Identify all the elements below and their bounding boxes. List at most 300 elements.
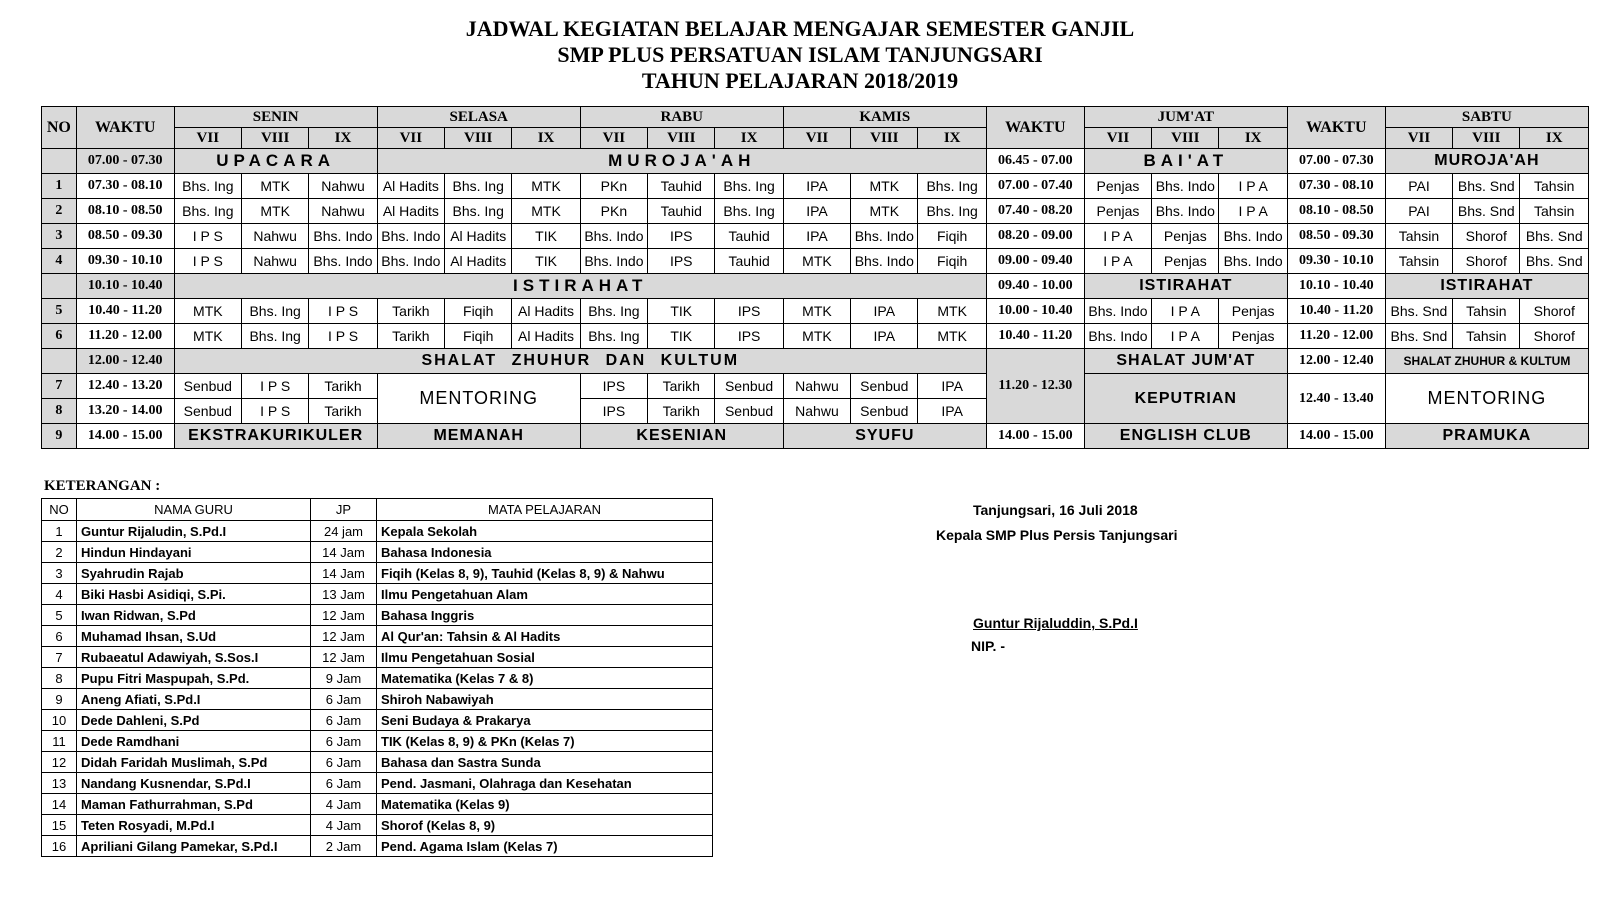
teacher-subject: Pend. Jasmani, Olahraga dan Kesehatan <box>377 773 713 794</box>
subject-cell: Al Hadits <box>377 174 444 199</box>
teacher-jp: 24 jam <box>311 521 377 542</box>
subject-cell: Bhs. Indo <box>580 249 647 274</box>
subject-cell: Tahsin <box>1385 224 1452 249</box>
subject-cell: Tahsin <box>1453 299 1520 324</box>
time-cell-jumat: 11.20 - 12.30 <box>986 349 1084 424</box>
subject-cell: I P S <box>174 224 241 249</box>
subject-cell: Bhs. Ing <box>174 199 241 224</box>
header-waktu: WAKTU <box>76 107 174 149</box>
subject-cell: IPS <box>648 224 715 249</box>
time-cell-sabtu: 08.50 - 09.30 <box>1287 224 1385 249</box>
teacher-name: Syahrudin Rajab <box>77 563 311 584</box>
subject-cell: Bhs. Ing <box>918 199 986 224</box>
col-no: NO <box>42 499 77 521</box>
grade-header: VIII <box>851 128 918 149</box>
header-no: NO <box>42 107 77 149</box>
subject-cell: Bhs. Snd <box>1385 324 1452 349</box>
subject-cell: Penjas <box>1084 199 1151 224</box>
subject-cell: Tauhid <box>715 224 783 249</box>
time-cell: 11.20 - 12.00 <box>76 324 174 349</box>
teacher-jp: 14 Jam <box>311 563 377 584</box>
subject-cell: Tahsin <box>1520 199 1589 224</box>
subject-cell: IPA <box>783 174 850 199</box>
subject-cell: Bhs. Ing <box>445 174 512 199</box>
time-cell: 12.00 - 12.40 <box>76 349 174 374</box>
subject-cell: Tahsin <box>1453 324 1520 349</box>
subject-cell: Bhs. Indo <box>1084 299 1151 324</box>
col-mapel: MATA PELAJARAN <box>377 499 713 521</box>
subject-cell: MTK <box>783 299 850 324</box>
teacher-subject: Shorof (Kelas 8, 9) <box>377 815 713 836</box>
subject-cell: Senbud <box>174 399 241 424</box>
teacher-no: 16 <box>42 836 77 857</box>
subject-cell: I P A <box>1152 299 1219 324</box>
col-jp: JP <box>311 499 377 521</box>
subject-cell: Nahwu <box>309 174 377 199</box>
grade-header: VIII <box>241 128 308 149</box>
row-no: 7 <box>42 374 77 399</box>
header-rabu: RABU <box>580 107 783 128</box>
subject-cell: Bhs. Indo <box>1084 324 1151 349</box>
subject-cell: I P A <box>1219 199 1287 224</box>
row-no <box>42 349 77 374</box>
time-cell: 10.40 - 11.20 <box>76 299 174 324</box>
teacher-name: Aneng Afiati, S.Pd.I <box>77 689 311 710</box>
schedule-table <box>41 106 1589 449</box>
time-cell-sabtu: 12.00 - 12.40 <box>1287 349 1385 374</box>
teacher-name: Teten Rosyadi, M.Pd.I <box>77 815 311 836</box>
subject-cell: Bhs. Indo <box>851 249 918 274</box>
teacher-no: 11 <box>42 731 77 752</box>
subject-cell: Bhs. Snd <box>1520 224 1589 249</box>
subject-cell: I P S <box>309 299 377 324</box>
subject-cell: MTK <box>174 324 241 349</box>
time-cell-sabtu: 11.20 - 12.00 <box>1287 324 1385 349</box>
teacher-subject: Bahasa Indonesia <box>377 542 713 563</box>
header-waktu-jumat: WAKTU <box>986 107 1084 149</box>
activity-sabtu: PRAMUKA <box>1385 424 1588 449</box>
teacher-no: 1 <box>42 521 77 542</box>
subject-cell: MTK <box>241 199 308 224</box>
subject-cell: Tarikh <box>309 399 377 424</box>
subject-cell: I P S <box>174 249 241 274</box>
teacher-jp: 12 Jam <box>311 626 377 647</box>
subject-cell: I P A <box>1084 224 1151 249</box>
grade-header: VII <box>1084 128 1151 149</box>
signature-place-date: Tanjungsari, 16 Juli 2018 <box>973 502 1138 518</box>
shalat-jumat-band: SHALAT JUM'AT <box>1084 349 1287 374</box>
row-no: 2 <box>42 199 77 224</box>
teacher-subject: Matematika (Kelas 9) <box>377 794 713 815</box>
subject-cell: MTK <box>918 299 986 324</box>
subject-cell: Nahwu <box>783 399 850 424</box>
subject-cell: Bhs. Indo <box>1152 199 1219 224</box>
baiat-band: BAI'AT <box>1084 149 1287 174</box>
teacher-jp: 6 Jam <box>311 731 377 752</box>
teacher-no: 9 <box>42 689 77 710</box>
subject-cell: Senbud <box>851 399 918 424</box>
subject-cell: Nahwu <box>241 224 308 249</box>
subject-cell: IPS <box>580 374 647 399</box>
time-cell: 14.00 - 15.00 <box>76 424 174 449</box>
subject-cell: Al Hadits <box>377 199 444 224</box>
subject-cell: PAI <box>1385 199 1452 224</box>
time-cell-sabtu: 07.30 - 08.10 <box>1287 174 1385 199</box>
time-cell: 10.10 - 10.40 <box>76 274 174 299</box>
grade-header: VII <box>377 128 444 149</box>
subject-cell: MTK <box>783 324 850 349</box>
time-cell-jumat: 14.00 - 15.00 <box>986 424 1084 449</box>
teacher-table <box>41 498 713 857</box>
grade-header: IX <box>309 128 377 149</box>
mentoring-sabtu-block: MENTORING <box>1385 374 1588 424</box>
teacher-subject: Al Qur'an: Tahsin & Al Hadits <box>377 626 713 647</box>
subject-cell: Senbud <box>174 374 241 399</box>
time-cell-sabtu: 07.00 - 07.30 <box>1287 149 1385 174</box>
col-nama: NAMA GURU <box>77 499 311 521</box>
time-cell: 13.20 - 14.00 <box>76 399 174 424</box>
subject-cell: Bhs. Snd <box>1520 249 1589 274</box>
subject-cell: MTK <box>918 324 986 349</box>
subject-cell: IPA <box>851 324 918 349</box>
subject-cell: IPS <box>648 249 715 274</box>
teacher-jp: 4 Jam <box>311 815 377 836</box>
subject-cell: Bhs. Ing <box>918 174 986 199</box>
subject-cell: Tahsin <box>1520 174 1589 199</box>
teacher-subject: Ilmu Pengetahuan Alam <box>377 584 713 605</box>
time-cell-sabtu: 08.10 - 08.50 <box>1287 199 1385 224</box>
time-cell: 08.50 - 09.30 <box>76 224 174 249</box>
grade-header: IX <box>512 128 580 149</box>
subject-cell: MTK <box>512 199 580 224</box>
row-no: 6 <box>42 324 77 349</box>
teacher-jp: 13 Jam <box>311 584 377 605</box>
keputrian-block: KEPUTRIAN <box>1084 374 1287 424</box>
teacher-rows <box>42 521 713 857</box>
teacher-jp: 12 Jam <box>311 647 377 668</box>
teacher-jp: 9 Jam <box>311 668 377 689</box>
activity-kamis: SYUFU <box>783 424 986 449</box>
header-sabtu: SABTU <box>1385 107 1588 128</box>
subject-cell: Bhs. Ing <box>241 324 308 349</box>
subject-cell: MTK <box>783 249 850 274</box>
subject-cell: Bhs. Ing <box>580 299 647 324</box>
signature-nip: NIP. - <box>971 638 1005 654</box>
murojaah-band: MUROJA'AH <box>377 149 986 174</box>
subject-cell: Bhs. Indo <box>1219 224 1287 249</box>
grade-header: IX <box>918 128 986 149</box>
teacher-name: Biki Hasbi Asidiqi, S.Pi. <box>77 584 311 605</box>
activity-rabu: KESENIAN <box>580 424 783 449</box>
row-no <box>42 274 77 299</box>
subject-cell: PKn <box>580 174 647 199</box>
grade-header: VII <box>1385 128 1452 149</box>
subject-cell: IPA <box>918 399 986 424</box>
subject-cell: Shorof <box>1520 299 1589 324</box>
istirahat-sabtu-band: ISTIRAHAT <box>1385 274 1588 299</box>
time-cell-sabtu: 09.30 - 10.10 <box>1287 249 1385 274</box>
teacher-subject: Seni Budaya & Prakarya <box>377 710 713 731</box>
subject-cell: Shorof <box>1453 224 1520 249</box>
signature-name: Guntur Rijaluddin, S.Pd.I <box>973 615 1138 631</box>
subject-cell: IPS <box>715 299 783 324</box>
subject-cell: IPA <box>783 199 850 224</box>
teacher-subject: TIK (Kelas 8, 9) & PKn (Kelas 7) <box>377 731 713 752</box>
teacher-no: 14 <box>42 794 77 815</box>
subject-cell: IPS <box>580 399 647 424</box>
row-no: 8 <box>42 399 77 424</box>
murojaah-sabtu-band: MUROJA'AH <box>1385 149 1588 174</box>
table-row <box>42 710 713 731</box>
subject-cell: Al Hadits <box>445 224 512 249</box>
time-cell-jumat: 08.20 - 09.00 <box>986 224 1084 249</box>
subject-cell: Tahsin <box>1385 249 1452 274</box>
activity-senin: EKSTRAKURIKULER <box>174 424 377 449</box>
teacher-no: 15 <box>42 815 77 836</box>
document-title <box>0 16 1600 94</box>
grade-header: VIII <box>1152 128 1219 149</box>
subject-cell: Fiqih <box>918 224 986 249</box>
subject-cell: I P S <box>241 399 308 424</box>
subject-cell: Bhs. Ing <box>580 324 647 349</box>
teacher-jp: 6 Jam <box>311 773 377 794</box>
subject-cell: I P S <box>309 324 377 349</box>
table-row <box>42 668 713 689</box>
time-cell-sabtu: 14.00 - 15.00 <box>1287 424 1385 449</box>
table-row <box>42 521 713 542</box>
header-waktu-sabtu: WAKTU <box>1287 107 1385 149</box>
teacher-jp: 4 Jam <box>311 794 377 815</box>
subject-cell: Shorof <box>1520 324 1589 349</box>
subject-cell: IPA <box>783 224 850 249</box>
subject-cell: Tarikh <box>648 374 715 399</box>
row-no: 4 <box>42 249 77 274</box>
table-row <box>42 752 713 773</box>
upacara-band: UPACARA <box>174 149 377 174</box>
subject-cell: PAI <box>1385 174 1452 199</box>
row-no <box>42 149 77 174</box>
teacher-jp: 2 Jam <box>311 836 377 857</box>
subject-cell: Bhs. Indo <box>580 224 647 249</box>
activity-jumat: ENGLISH CLUB <box>1084 424 1287 449</box>
shalat-band: SHALAT ZHUHUR DAN KULTUM <box>174 349 986 374</box>
table-row <box>42 563 713 584</box>
subject-cell: MTK <box>512 174 580 199</box>
subject-cell: Bhs. Ing <box>174 174 241 199</box>
subject-cell: Shorof <box>1453 249 1520 274</box>
row-no: 3 <box>42 224 77 249</box>
table-row <box>42 626 713 647</box>
subject-cell: Bhs. Snd <box>1453 174 1520 199</box>
teacher-no: 7 <box>42 647 77 668</box>
subject-cell: Bhs. Ing <box>715 174 783 199</box>
teacher-name: Hindun Hindayani <box>77 542 311 563</box>
subject-cell: PKn <box>580 199 647 224</box>
time-cell-jumat: 10.40 - 11.20 <box>986 324 1084 349</box>
shalat-sabtu-band: SHALAT ZHUHUR & KULTUM <box>1385 349 1588 374</box>
teacher-no: 4 <box>42 584 77 605</box>
teacher-no: 8 <box>42 668 77 689</box>
subject-cell: Bhs. Indo <box>1219 249 1287 274</box>
teacher-jp: 14 Jam <box>311 542 377 563</box>
teacher-no: 5 <box>42 605 77 626</box>
subject-cell: Fiqih <box>918 249 986 274</box>
teacher-no: 3 <box>42 563 77 584</box>
subject-cell: Fiqih <box>445 324 512 349</box>
subject-cell: MTK <box>851 199 918 224</box>
teacher-no: 6 <box>42 626 77 647</box>
row-no: 9 <box>42 424 77 449</box>
subject-cell: Tauhid <box>715 249 783 274</box>
title-line-1: JADWAL KEGIATAN BELAJAR MENGAJAR SEMESTER GANJIL <box>465 16 1135 41</box>
grade-header: VII <box>174 128 241 149</box>
subject-cell: Senbud <box>715 374 783 399</box>
teacher-name: Apriliani Gilang Pamekar, S.Pd.I <box>77 836 311 857</box>
signature-position: Kepala SMP Plus Persis Tanjungsari <box>936 527 1178 543</box>
subject-cell: Bhs. Indo <box>377 249 444 274</box>
teacher-name: Dede Dahleni, S.Pd <box>77 710 311 731</box>
subject-cell: Senbud <box>851 374 918 399</box>
table-row <box>42 815 713 836</box>
subject-cell: Bhs. Indo <box>309 224 377 249</box>
teacher-subject: Shiroh Nabawiyah <box>377 689 713 710</box>
time-cell-jumat: 06.45 - 07.00 <box>986 149 1084 174</box>
time-cell: 08.10 - 08.50 <box>76 199 174 224</box>
time-cell-jumat: 09.00 - 09.40 <box>986 249 1084 274</box>
keterangan-label: KETERANGAN : <box>44 478 161 494</box>
activity-selasa: MEMANAH <box>377 424 580 449</box>
time-cell-jumat: 10.00 - 10.40 <box>986 299 1084 324</box>
teacher-no: 10 <box>42 710 77 731</box>
table-row <box>42 647 713 668</box>
table-row <box>42 836 713 857</box>
table-row <box>42 584 713 605</box>
subject-cell: Bhs. Indo <box>309 249 377 274</box>
teacher-subject: Matematika (Kelas 7 & 8) <box>377 668 713 689</box>
grade-header: VII <box>580 128 647 149</box>
subject-cell: I P S <box>241 374 308 399</box>
teacher-subject: Bahasa dan Sastra Sunda <box>377 752 713 773</box>
teacher-no: 13 <box>42 773 77 794</box>
subject-cell: Bhs. Snd <box>1453 199 1520 224</box>
teacher-jp: 6 Jam <box>311 689 377 710</box>
teacher-name: Guntur Rijaludin, S.Pd.I <box>77 521 311 542</box>
table-row <box>42 542 713 563</box>
header-jumat: JUM'AT <box>1084 107 1287 128</box>
subject-cell: IPS <box>715 324 783 349</box>
subject-cell: Al Hadits <box>445 249 512 274</box>
teacher-jp: 12 Jam <box>311 605 377 626</box>
grade-header: VIII <box>445 128 512 149</box>
table-row <box>42 773 713 794</box>
time-cell: 09.30 - 10.10 <box>76 249 174 274</box>
subject-cell: TIK <box>648 324 715 349</box>
teacher-name: Rubaeatul Adawiyah, S.Sos.I <box>77 647 311 668</box>
time-cell-sabtu: 10.40 - 11.20 <box>1287 299 1385 324</box>
teacher-jp: 6 Jam <box>311 710 377 731</box>
subject-cell: IPA <box>918 374 986 399</box>
subject-cell: I P A <box>1219 174 1287 199</box>
title-line-2: SMP PLUS PERSATUAN ISLAM TANJUNGSARI <box>557 42 1043 67</box>
mentoring-block: MENTORING <box>377 374 580 424</box>
time-cell-sabtu: 12.40 - 13.40 <box>1287 374 1385 424</box>
subject-cell: I P A <box>1084 249 1151 274</box>
teacher-name: Pupu Fitri Maspupah, S.Pd. <box>77 668 311 689</box>
subject-cell: Bhs. Ing <box>715 199 783 224</box>
grade-header: VIII <box>648 128 715 149</box>
subject-cell: Penjas <box>1152 249 1219 274</box>
teacher-no: 12 <box>42 752 77 773</box>
grade-header: IX <box>715 128 783 149</box>
teacher-subject: Kepala Sekolah <box>377 521 713 542</box>
title-line-3: TAHUN PELAJARAN 2018/2019 <box>641 68 959 93</box>
time-cell: 07.30 - 08.10 <box>76 174 174 199</box>
time-cell-jumat: 07.00 - 07.40 <box>986 174 1084 199</box>
subject-cell: Al Hadits <box>512 324 580 349</box>
subject-cell: Bhs. Ing <box>445 199 512 224</box>
subject-cell: Penjas <box>1084 174 1151 199</box>
subject-cell: Bhs. Indo <box>377 224 444 249</box>
subject-cell: Tauhid <box>648 199 715 224</box>
teacher-name: Nandang Kusnendar, S.Pd.I <box>77 773 311 794</box>
time-cell: 07.00 - 07.30 <box>76 149 174 174</box>
teacher-jp: 6 Jam <box>311 752 377 773</box>
subject-cell: Nahwu <box>241 249 308 274</box>
subject-cell: Al Hadits <box>512 299 580 324</box>
header-senin: SENIN <box>174 107 377 128</box>
teacher-subject: Fiqih (Kelas 8, 9), Tauhid (Kelas 8, 9) & Nahwu <box>377 563 713 584</box>
istirahat-band: ISTIRAHAT <box>174 274 986 299</box>
table-row <box>42 794 713 815</box>
teacher-name: Maman Fathurrahman, S.Pd <box>77 794 311 815</box>
teacher-name: Muhamad Ihsan, S.Ud <box>77 626 311 647</box>
header-selasa: SELASA <box>377 107 580 128</box>
row-no: 5 <box>42 299 77 324</box>
subject-cell: Tauhid <box>648 174 715 199</box>
subject-cell: TIK <box>648 299 715 324</box>
time-cell-jumat: 09.40 - 10.00 <box>986 274 1084 299</box>
table-row <box>42 689 713 710</box>
grade-header: IX <box>1520 128 1589 149</box>
subject-cell: Nahwu <box>783 374 850 399</box>
subject-cell: Penjas <box>1219 299 1287 324</box>
subject-cell: Tarikh <box>377 299 444 324</box>
table-row <box>42 731 713 752</box>
row-no: 1 <box>42 174 77 199</box>
teacher-name: Dede Ramdhani <box>77 731 311 752</box>
teacher-subject: Ilmu Pengetahuan Sosial <box>377 647 713 668</box>
teacher-no: 2 <box>42 542 77 563</box>
subject-cell: Tarikh <box>377 324 444 349</box>
subject-cell: TIK <box>512 249 580 274</box>
teacher-subject: Pend. Agama Islam (Kelas 7) <box>377 836 713 857</box>
subject-cell: Bhs. Indo <box>1152 174 1219 199</box>
grade-header: VIII <box>1453 128 1520 149</box>
subject-cell: I P A <box>1152 324 1219 349</box>
subject-cell: MTK <box>174 299 241 324</box>
subject-cell: TIK <box>512 224 580 249</box>
subject-cell: Tarikh <box>648 399 715 424</box>
grade-header: IX <box>1219 128 1287 149</box>
teacher-subject: Bahasa Inggris <box>377 605 713 626</box>
subject-cell: Penjas <box>1219 324 1287 349</box>
subject-cell: IPA <box>851 299 918 324</box>
subject-cell: Bhs. Indo <box>851 224 918 249</box>
subject-cell: MTK <box>851 174 918 199</box>
time-cell: 12.40 - 13.20 <box>76 374 174 399</box>
subject-cell: Nahwu <box>309 199 377 224</box>
subject-cell: Senbud <box>715 399 783 424</box>
